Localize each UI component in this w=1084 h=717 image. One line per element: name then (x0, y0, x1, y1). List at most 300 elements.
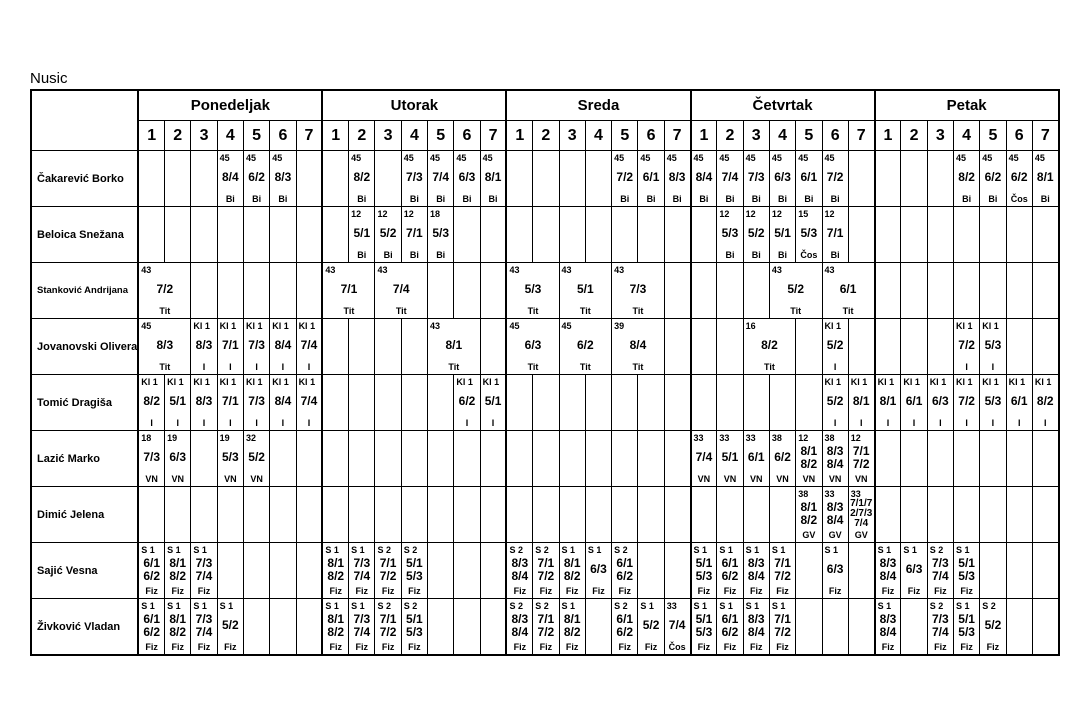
lesson-cell (243, 319, 269, 375)
class-group: 6/2 (458, 394, 476, 408)
class-group: 5/2 (248, 450, 265, 464)
class-group: 8/2 (800, 513, 818, 527)
class-group: 8/2 (563, 625, 581, 639)
class-group: 7/4 (931, 569, 949, 583)
lesson-box (849, 431, 874, 486)
subject-code: Fiz (828, 586, 842, 596)
lesson-cell (243, 431, 269, 487)
empty-slot (585, 151, 611, 207)
subject-code: Bi (751, 250, 761, 260)
empty-slot (717, 487, 743, 543)
lesson-cell (506, 263, 559, 319)
classroom-code: 45 (745, 153, 756, 163)
classroom-code: Kl 1 (193, 321, 210, 331)
lesson-box (218, 319, 243, 374)
empty-slot (717, 319, 743, 375)
subject-code: Bi (830, 194, 840, 204)
class-group: 7/4 (195, 625, 213, 639)
class-group: 6/3 (905, 562, 923, 576)
lesson-cell (243, 151, 269, 207)
lesson-box (744, 319, 796, 374)
empty-slot (612, 487, 638, 543)
empty-slot (717, 263, 743, 319)
empty-slot (664, 431, 690, 487)
classroom-code: S 2 (929, 545, 944, 555)
lesson-cell (822, 375, 848, 431)
lesson-cell (743, 207, 769, 263)
subject-code: I (1017, 418, 1021, 428)
lesson-cell (901, 543, 927, 599)
class-group: 7/3 (248, 394, 265, 408)
empty-slot (217, 263, 243, 319)
subject-code: Fiz (381, 642, 395, 652)
empty-slot (1032, 599, 1058, 656)
lesson-cell (585, 543, 611, 599)
period-number: 3 (375, 121, 401, 151)
lesson-box (612, 599, 637, 654)
lesson-box (375, 599, 400, 654)
classroom-code: 45 (614, 153, 625, 163)
class-group: 8/4 (629, 338, 647, 352)
lesson-box (796, 487, 821, 542)
lesson-cell (717, 151, 743, 207)
lesson-cell (506, 543, 532, 599)
class-group: 5/1 (484, 394, 502, 408)
empty-slot (691, 487, 717, 543)
classroom-code: Kl 1 (245, 377, 263, 387)
lesson-box (901, 543, 926, 598)
lesson-box (717, 151, 742, 206)
period-number: 6 (822, 121, 848, 151)
lesson-cell (138, 431, 164, 487)
subject-code: Fiz (934, 642, 947, 652)
subject-code: Tit (527, 362, 539, 372)
empty-slot (1006, 543, 1032, 599)
classroom-code: 45 (719, 153, 730, 163)
classroom-code: 38 (798, 489, 809, 499)
classroom-code: S 1 (640, 601, 654, 611)
lesson-cell (243, 375, 269, 431)
empty-slot (296, 151, 322, 207)
empty-slot (743, 263, 769, 319)
class-group: 7/1 (826, 226, 844, 240)
classroom-code: 45 (430, 153, 441, 163)
lesson-box (823, 151, 848, 206)
empty-slot (243, 487, 269, 543)
period-number: 2 (717, 121, 743, 151)
classroom-code: S 1 (561, 545, 576, 555)
subject-code: I (833, 362, 837, 372)
class-group: 5/2 (826, 394, 844, 408)
lesson-cell (769, 599, 795, 656)
lesson-box (375, 207, 400, 262)
subject-code: Fiz (197, 586, 211, 596)
empty-slot (875, 207, 901, 263)
subject-code: I (281, 362, 285, 372)
lesson-cell (270, 375, 296, 431)
classroom-code: 45 (482, 153, 493, 163)
class-group: 8/4 (695, 170, 713, 184)
empty-slot (585, 375, 611, 431)
empty-slot (585, 487, 611, 543)
empty-slot (875, 487, 901, 543)
classroom-code: S 1 (351, 601, 365, 611)
lesson-cell (743, 151, 769, 207)
subject-code: Fiz (408, 586, 421, 596)
lesson-cell (796, 207, 822, 263)
classroom-code: Kl 1 (298, 377, 316, 387)
period-number: 2 (901, 121, 927, 151)
empty-slot (664, 263, 690, 319)
empty-slot (953, 263, 979, 319)
lesson-cell (217, 151, 243, 207)
lesson-cell (638, 151, 664, 207)
subject-code: Fiz (723, 586, 737, 596)
class-group: 7/2 (958, 394, 975, 408)
class-group: 7/3 (195, 556, 213, 570)
empty-slot (664, 543, 690, 599)
empty-slot (691, 207, 717, 263)
empty-slot (953, 431, 979, 487)
day-header: Sreda (506, 90, 690, 121)
empty-slot (638, 431, 664, 487)
lesson-cell (349, 599, 375, 656)
lesson-cell (322, 599, 348, 656)
class-group: 7/1/7 (850, 498, 873, 509)
lesson-box (586, 543, 611, 598)
classroom-code: 19 (167, 433, 178, 443)
empty-slot (585, 207, 611, 263)
class-group: 8/1 (327, 556, 345, 570)
class-group: 8/4 (511, 625, 529, 639)
lesson-cell (980, 375, 1006, 431)
class-group: 5/1 (774, 226, 791, 240)
class-group: 5/3 (221, 450, 239, 464)
classroom-code: 33 (719, 433, 730, 443)
class-group: 5/3 (958, 569, 975, 583)
class-group: 6/3 (524, 338, 542, 352)
subject-code: Tit (527, 306, 539, 316)
class-group: 8/3 (156, 338, 174, 352)
lesson-cell (165, 543, 191, 599)
teacher-name: Čakarević Borko (31, 151, 138, 207)
empty-slot (901, 599, 927, 656)
period-header-row (31, 121, 1059, 151)
lesson-cell (822, 487, 848, 543)
subject-code: Fiz (697, 642, 711, 652)
class-group: 7/1 (774, 556, 791, 570)
lesson-box (507, 319, 558, 374)
lesson-cell (138, 375, 164, 431)
lesson-box (139, 375, 164, 430)
class-group: 7/4 (668, 618, 686, 632)
classroom-code: Kl 1 (824, 377, 842, 387)
class-group: 7/1 (774, 612, 791, 626)
lesson-cell (217, 431, 243, 487)
class-group: 6/1 (616, 612, 634, 626)
lesson-box (954, 543, 979, 598)
subject-code: Fiz (171, 642, 184, 652)
classroom-code: 45 (272, 153, 283, 163)
empty-slot (165, 487, 191, 543)
lesson-cell (769, 543, 795, 599)
empty-slot (1032, 263, 1058, 319)
subject-code: Fiz (776, 642, 789, 652)
subject-code: Bi (830, 250, 840, 260)
classroom-code: S 1 (771, 601, 786, 611)
lesson-cell (506, 319, 559, 375)
lesson-cell (953, 151, 979, 207)
teacher-row (31, 599, 1059, 656)
empty-slot (612, 431, 638, 487)
empty-slot (559, 487, 585, 543)
lesson-cell (796, 431, 822, 487)
classroom-code: S 1 (325, 601, 339, 611)
class-group: 7/4 (392, 282, 410, 296)
lesson-cell (822, 543, 848, 599)
lesson-cell (743, 431, 769, 487)
empty-slot (612, 375, 638, 431)
lesson-box (402, 151, 427, 206)
lesson-box (481, 151, 506, 206)
lesson-box (980, 599, 1005, 654)
empty-slot (901, 487, 927, 543)
lesson-cell (822, 151, 848, 207)
empty-slot (691, 263, 717, 319)
lesson-cell (401, 151, 427, 207)
classroom-code: Kl 1 (298, 321, 316, 331)
class-group: 6/2 (616, 569, 634, 583)
classroom-code: Kl 1 (456, 377, 473, 387)
empty-slot (191, 151, 217, 207)
subject-code: I (965, 362, 968, 372)
empty-slot (953, 487, 979, 543)
schedule-table (30, 89, 1060, 656)
class-group: 6/2 (248, 170, 265, 184)
empty-slot (322, 151, 348, 207)
subject-code: Tit (632, 362, 644, 372)
classroom-code: S 1 (167, 601, 181, 611)
class-group: 8/3 (826, 500, 844, 514)
classroom-code: S 2 (403, 545, 418, 555)
class-group: 6/2 (616, 625, 634, 639)
subject-code: VN (750, 474, 763, 484)
empty-slot (401, 319, 427, 375)
class-group: 6/3 (774, 170, 791, 184)
lesson-box (454, 151, 479, 206)
teacher-row (31, 375, 1059, 431)
classroom-code: 12 (377, 209, 388, 219)
subject-code: Fiz (697, 586, 711, 596)
empty-slot (822, 599, 848, 656)
lesson-box (717, 207, 742, 262)
classroom-code: S 1 (561, 601, 576, 611)
empty-slot (428, 431, 454, 487)
period-number: 4 (585, 121, 611, 151)
empty-slot (585, 431, 611, 487)
empty-slot (875, 319, 901, 375)
subject-code: Fiz (224, 642, 237, 652)
class-group: 6/2 (984, 170, 1002, 184)
classroom-code: S 1 (141, 601, 155, 611)
class-group: 8/2 (563, 569, 581, 583)
empty-slot (191, 487, 217, 543)
lesson-box (218, 151, 243, 206)
lesson-box (428, 207, 453, 262)
period-number: 3 (191, 121, 217, 151)
teacher-row (31, 207, 1059, 263)
class-group: 5/2 (642, 618, 660, 632)
period-number: 6 (638, 121, 664, 151)
teacher-row (31, 487, 1059, 543)
class-group: 5/1 (169, 394, 187, 408)
subject-code: Fiz (618, 642, 632, 652)
lesson-box (349, 207, 374, 262)
lesson-cell (691, 543, 717, 599)
class-group: 5/3 (984, 338, 1002, 352)
class-group: 6/1 (800, 170, 818, 184)
class-group: 5/3 (406, 625, 423, 639)
class-group: 8/4 (826, 457, 844, 471)
lesson-cell (980, 599, 1006, 656)
class-group: 8/1 (445, 338, 463, 352)
lesson-cell (349, 543, 375, 599)
classroom-code: S 1 (193, 601, 207, 611)
class-group: 5/1 (406, 556, 423, 570)
classroom-code: 12 (850, 433, 861, 443)
class-group: 6/1 (905, 394, 923, 408)
subject-code: I (886, 418, 890, 428)
lesson-box (533, 543, 558, 598)
class-group: 7/3 (143, 450, 161, 464)
classroom-code: 12 (771, 209, 782, 219)
class-group: 8/1 (800, 500, 818, 514)
period-number: 3 (559, 121, 585, 151)
class-group: 7/3 (248, 338, 265, 352)
lesson-cell (559, 319, 612, 375)
empty-slot (585, 599, 611, 656)
classroom-code: 15 (798, 209, 809, 219)
subject-code: I (229, 362, 232, 372)
empty-slot (349, 375, 375, 431)
subject-code: Fiz (565, 586, 579, 596)
lesson-box (139, 431, 164, 486)
empty-slot (243, 599, 269, 656)
classroom-code: S 2 (377, 545, 391, 555)
class-group: 6/1 (1010, 394, 1028, 408)
empty-slot (349, 319, 375, 375)
class-group: 7/3 (747, 170, 765, 184)
period-number: 2 (349, 121, 375, 151)
class-group: 7/1 (852, 444, 870, 458)
lesson-cell (612, 319, 665, 375)
subject-code: Tit (159, 362, 171, 372)
class-group: 5/2 (747, 226, 765, 240)
empty-slot (191, 263, 217, 319)
empty-slot (664, 319, 690, 375)
lesson-box (270, 319, 295, 374)
subject-code: Fiz (960, 586, 973, 596)
class-group: 8/1 (852, 394, 870, 408)
lesson-cell (401, 207, 427, 263)
empty-slot (664, 207, 690, 263)
empty-slot (454, 207, 480, 263)
empty-slot (480, 263, 506, 319)
lesson-box (612, 319, 664, 374)
subject-code: I (939, 418, 942, 428)
subject-code: VN (828, 474, 842, 484)
lesson-box (270, 151, 295, 206)
empty-slot (796, 375, 822, 431)
lesson-cell (638, 599, 664, 656)
lesson-cell (138, 543, 164, 599)
class-group: 7/2 (958, 338, 975, 352)
empty-slot (165, 207, 191, 263)
class-group: 6/3 (458, 170, 476, 184)
lesson-box (770, 599, 795, 654)
lesson-box (165, 543, 190, 598)
classroom-code: 45 (982, 153, 993, 163)
empty-slot (138, 487, 164, 543)
empty-slot (980, 543, 1006, 599)
class-group: 8/4 (826, 513, 844, 527)
teacher-name: Jovanovski Olivera (31, 319, 138, 375)
empty-slot (848, 319, 874, 375)
class-group: 7/1 (537, 612, 555, 626)
classroom-code: 32 (245, 433, 256, 443)
class-group: 8/2 (169, 569, 187, 583)
class-group: 7/4 (721, 170, 739, 184)
classroom-code: 45 (219, 153, 230, 163)
class-group: 5/3 (695, 569, 713, 583)
subject-code: Fiz (723, 642, 737, 652)
empty-slot (848, 207, 874, 263)
lesson-box (402, 599, 427, 654)
lesson-box (507, 543, 532, 598)
classroom-code: S 1 (745, 545, 760, 555)
teacher-name: Lazić Marko (31, 431, 138, 487)
classroom-code: Kl 1 (141, 377, 158, 387)
lesson-box (191, 375, 216, 430)
empty-slot (875, 431, 901, 487)
class-group: 8/1 (800, 444, 818, 458)
subject-code: Bi (646, 194, 656, 204)
class-group: 7/4 (854, 518, 869, 529)
lesson-box (823, 207, 848, 262)
subject-code: Fiz (907, 586, 921, 596)
lesson-cell (559, 263, 612, 319)
day-header: Petak (875, 90, 1059, 121)
empty-slot (506, 487, 532, 543)
empty-slot (875, 151, 901, 207)
empty-slot (559, 431, 585, 487)
class-group: 8/3 (274, 170, 292, 184)
empty-slot (270, 543, 296, 599)
period-number: 5 (796, 121, 822, 151)
lesson-box (560, 599, 585, 654)
classroom-code: S 1 (955, 601, 970, 611)
classroom-code: S 2 (614, 601, 628, 611)
empty-slot (375, 375, 401, 431)
empty-slot (664, 487, 690, 543)
empty-slot (533, 487, 559, 543)
subject-code: Fiz (618, 586, 632, 596)
class-group: 7/3 (406, 170, 423, 184)
subject-code: Bi (620, 194, 630, 204)
empty-slot (664, 375, 690, 431)
empty-slot (296, 431, 322, 487)
class-group: 8/3 (826, 444, 844, 458)
